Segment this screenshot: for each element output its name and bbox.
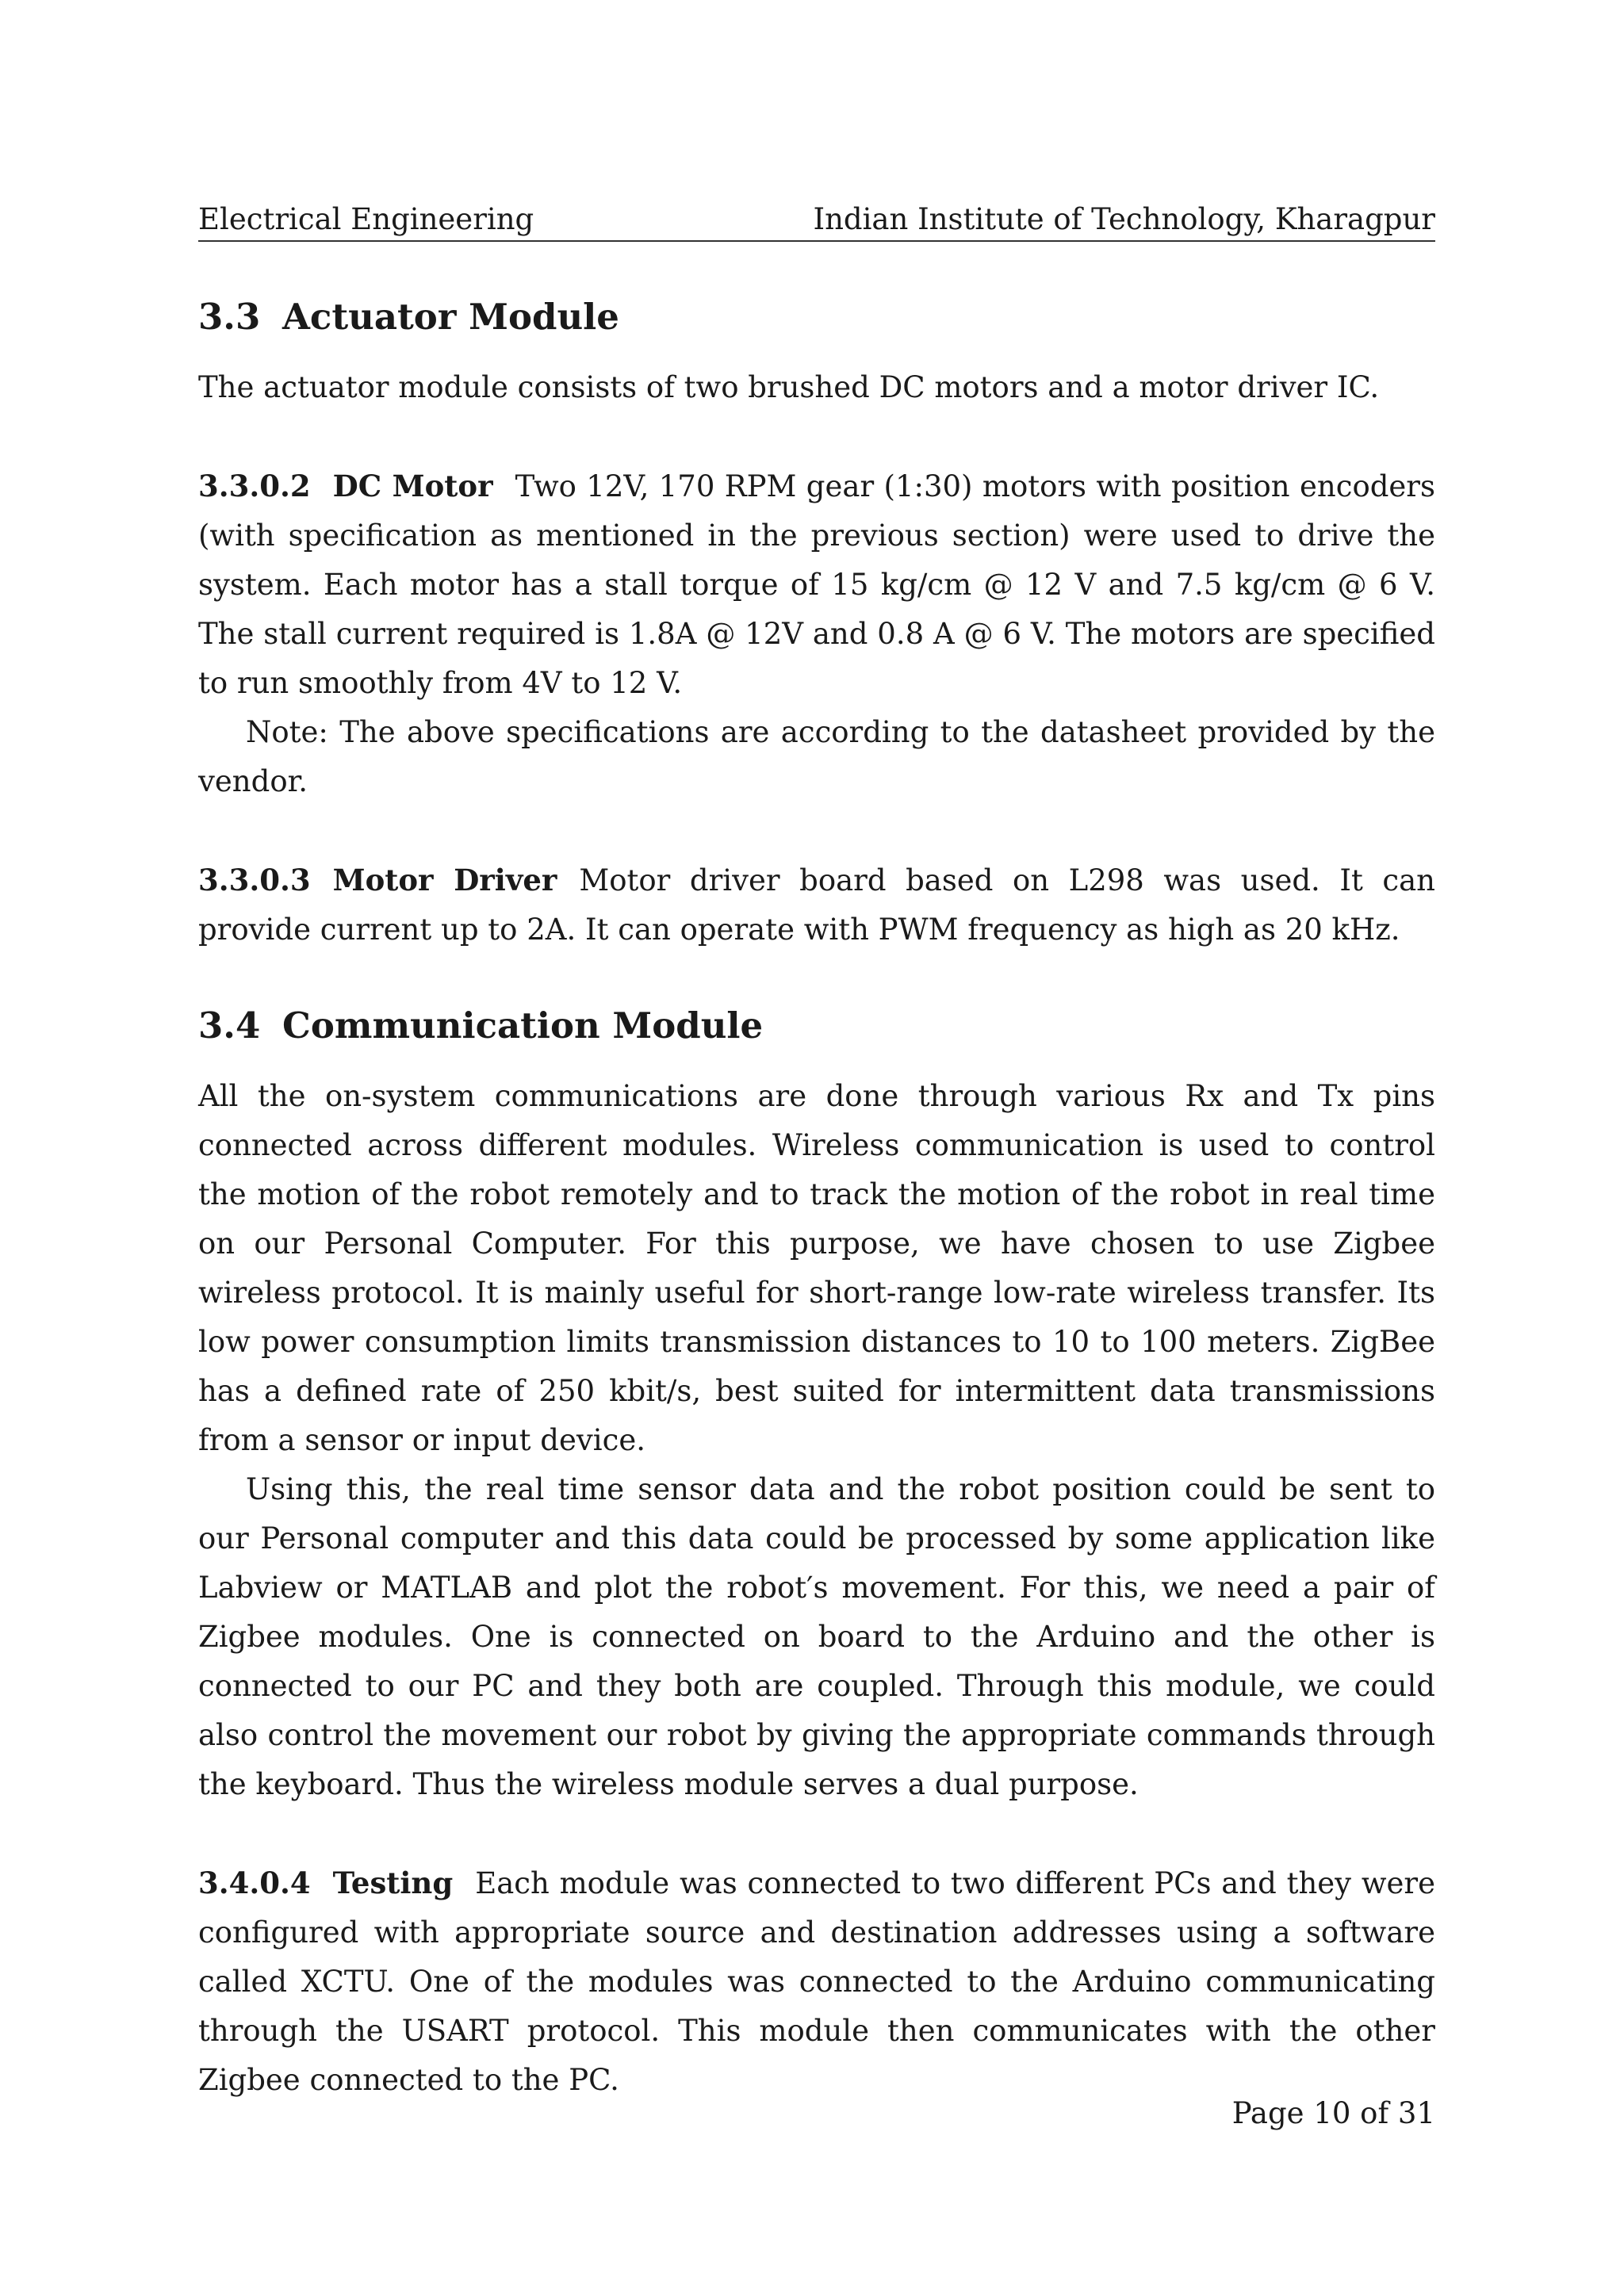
communication-paragraph-1: All the on-system communications are done through various Rx and Tx pins connected across different modules. Wireless communication is used to control the motion of the robot remotely and to track the motion of the robot in real time on our Personal Computer. For this purpose, we have chosen to use Zigbee wireless protocol. It is mainly useful for short-range low-rate wireless transfer. Its low power consumption limits transmission distances to 10 to 100 meters. ZigBee has a defined rate of 250 kbit/s, best suited for intermittent data transmissions from a sensor or input device. (198, 1079, 1435, 1457)
paragraph-title: Testing (332, 1866, 454, 1900)
section-number: 3.4 (198, 1004, 261, 1047)
section-title: Communication Module (282, 1004, 764, 1047)
paragraph-title: Motor Driver (332, 863, 557, 897)
datasheet-note: Note: The above specifications are according to the datasheet provided by the vendor. (198, 715, 1435, 798)
header-institute: Indian Institute of Technology, Kharagpur (813, 202, 1435, 236)
paragraph-title: DC Motor (332, 469, 493, 503)
paragraph-text: Motor driver board based on L298 was used. It can provide current up to 2A. It can operate with PWM frequency as high as 20 kHz. (198, 863, 1436, 947)
section-heading-actuator-module (198, 293, 1435, 341)
paragraph-number: 3.4.0.4 (198, 1866, 311, 1900)
paragraph-heading (198, 1866, 475, 1900)
paragraph-text: Each module was connected to two different PCs and they were configured with appropriate source and destination addresses using a software called XCTU. One of the modules was connected to the Arduino communicating through the USART protocol. This module then communicates with the other Zigbee connected to the PC. (198, 1866, 1435, 2097)
paragraph-heading (198, 469, 515, 503)
paragraph-text: Two 12V, 170 RPM gear (1:30) motors with position encoders (with specification as mentioned in the previous section) were used to drive the system. Each motor has a stall torque of 15 kg/cm @ 12 V and 7.5 kg/cm @ 6 V. The stall current required is 1.8A @ 12V and 0.8 A @ 6 V. The motors are specified to run smoothly from 4V to 12 V. (198, 469, 1435, 700)
header-department: Electrical Engineering (198, 202, 534, 236)
section-number: 3.3 (198, 296, 261, 338)
body-text (198, 293, 1435, 2105)
dc-motor-paragraph (198, 461, 1435, 708)
actuator-intro-paragraph: The actuator module consists of two brushed DC motors and a motor driver IC. (198, 370, 1380, 404)
paragraph-number: 3.3.0.2 (198, 469, 311, 503)
running-header (198, 194, 1435, 242)
motor-driver-paragraph (198, 855, 1435, 955)
document-page (198, 0, 1435, 2296)
communication-paragraph-2: Using this, the real time sensor data and the robot position could be sent to our Personal computer and this data could be processed by some application like Labview or MATLAB and plot the robot′s movement. For this, we need a pair of Zigbee modules. One is connected on board to the Arduino and the other is connected to our PC and they both are coupled. Through this module, we could also control the movement our robot by giving the appropriate commands through the keyboard. Thus the wireless module serves a dual purpose. (198, 1472, 1435, 1801)
testing-paragraph (198, 1858, 1435, 2105)
paragraph-heading (198, 863, 579, 897)
paragraph-number: 3.3.0.3 (198, 863, 311, 897)
section-title: Actuator Module (282, 296, 619, 338)
section-heading-communication-module (198, 1002, 1435, 1050)
page-number: Page 10 of 31 (1231, 2096, 1435, 2130)
